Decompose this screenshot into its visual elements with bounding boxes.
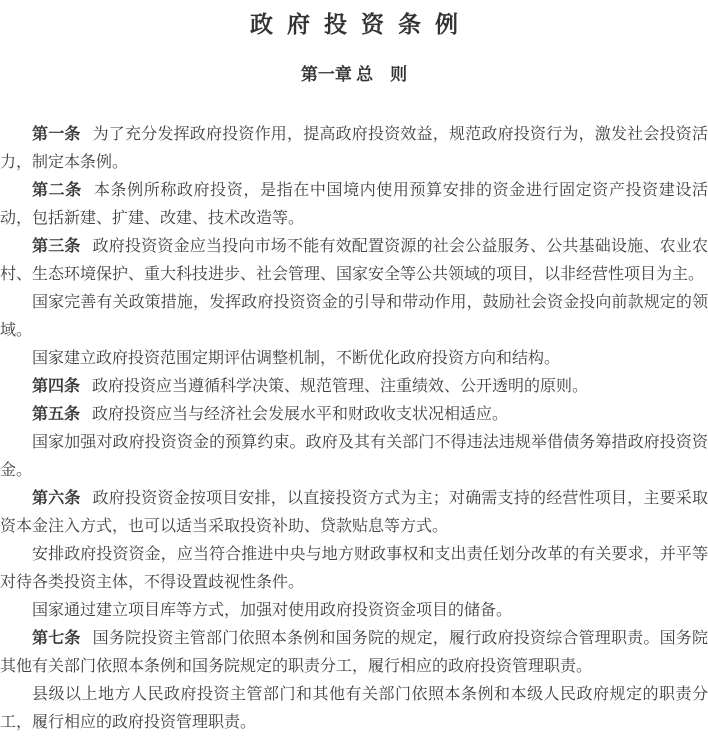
paragraph: [0, 233, 708, 289]
paragraph-text: 政府投资应当遵循科学决策、规范管理、注重绩效、公开透明的原则。: [92, 377, 589, 395]
paragraph-text: 安排政府投资资金，应当符合推进中央与地方财政事权和支出责任划分改革的有关要求，并平等对待各类投资主体，不得设置歧视性条件。: [0, 545, 708, 591]
paragraph: [0, 625, 708, 681]
paragraph: [0, 345, 708, 373]
paragraph-text: 国家通过建立项目库等方式，加强对使用政府投资资金项目的储备。: [32, 601, 513, 619]
paragraph: [0, 289, 708, 345]
article-number: 第五条: [32, 405, 81, 423]
paragraph: [0, 541, 708, 597]
paragraph: [0, 485, 708, 541]
paragraph: [0, 429, 708, 485]
article-number: 第六条: [32, 489, 81, 507]
chapter-heading: 第一章 总 则: [300, 65, 408, 85]
document-title: 政府投资条例: [250, 12, 472, 37]
paragraph-text: 国家完善有关政策措施，发挥政府投资资金的引导和带动作用，鼓励社会资金投向前款规定的领域。: [0, 293, 708, 339]
paragraph: [0, 597, 708, 625]
article-number: 第四条: [32, 377, 81, 395]
paragraph: [0, 121, 708, 177]
document-body: [0, 121, 708, 737]
article-number: 第一条: [32, 125, 81, 143]
article-number: 第二条: [32, 181, 82, 199]
paragraph-text: 政府投资资金应当投向市场不能有效配置资源的社会公益服务、公共基础设施、农业农村、生态环境保护、重大科技进步、社会管理、国家安全等公共领域的项目，以非经营性项目为主。: [0, 237, 708, 283]
paragraph-text: 国家加强对政府投资资金的预算约束。政府及其有关部门不得违法违规举借债务筹措政府投资资金。: [0, 433, 708, 479]
paragraph: [0, 177, 708, 233]
paragraph-text: 为了充分发挥政府投资作用，提高政府投资效益，规范政府投资行为，激发社会投资活力，制定本条例。: [0, 125, 708, 171]
paragraph-text: 政府投资应当与经济社会发展水平和财政收支状况相适应。: [92, 405, 509, 423]
article-number: 第三条: [32, 237, 81, 255]
paragraph: [0, 373, 708, 401]
paragraph: [0, 401, 708, 429]
article-number: 第七条: [32, 629, 81, 647]
paragraph-text: 国家建立政府投资范围定期评估调整机制，不断优化政府投资方向和结构。: [32, 349, 561, 367]
paragraph-text: 县级以上地方人民政府投资主管部门和其他有关部门依照本条例和本级人民政府规定的职责分工，履行相应的政府投资管理职责。: [0, 685, 708, 731]
paragraph-text: 本条例所称政府投资，是指在中国境内使用预算安排的资金进行固定资产投资建设活动，包括新建、扩建、改建、技术改造等。: [0, 181, 708, 227]
paragraph-text: 政府投资资金按项目安排，以直接投资方式为主；对确需支持的经营性项目，主要采取资本金注入方式，也可以适当采取投资补助、贷款贴息等方式。: [0, 489, 708, 535]
paragraph: [0, 681, 708, 737]
paragraph-text: 国务院投资主管部门依照本条例和国务院的规定，履行政府投资综合管理职责。国务院其他有关部门依照本条例和国务院规定的职责分工，履行相应的政府投资管理职责。: [0, 629, 708, 675]
